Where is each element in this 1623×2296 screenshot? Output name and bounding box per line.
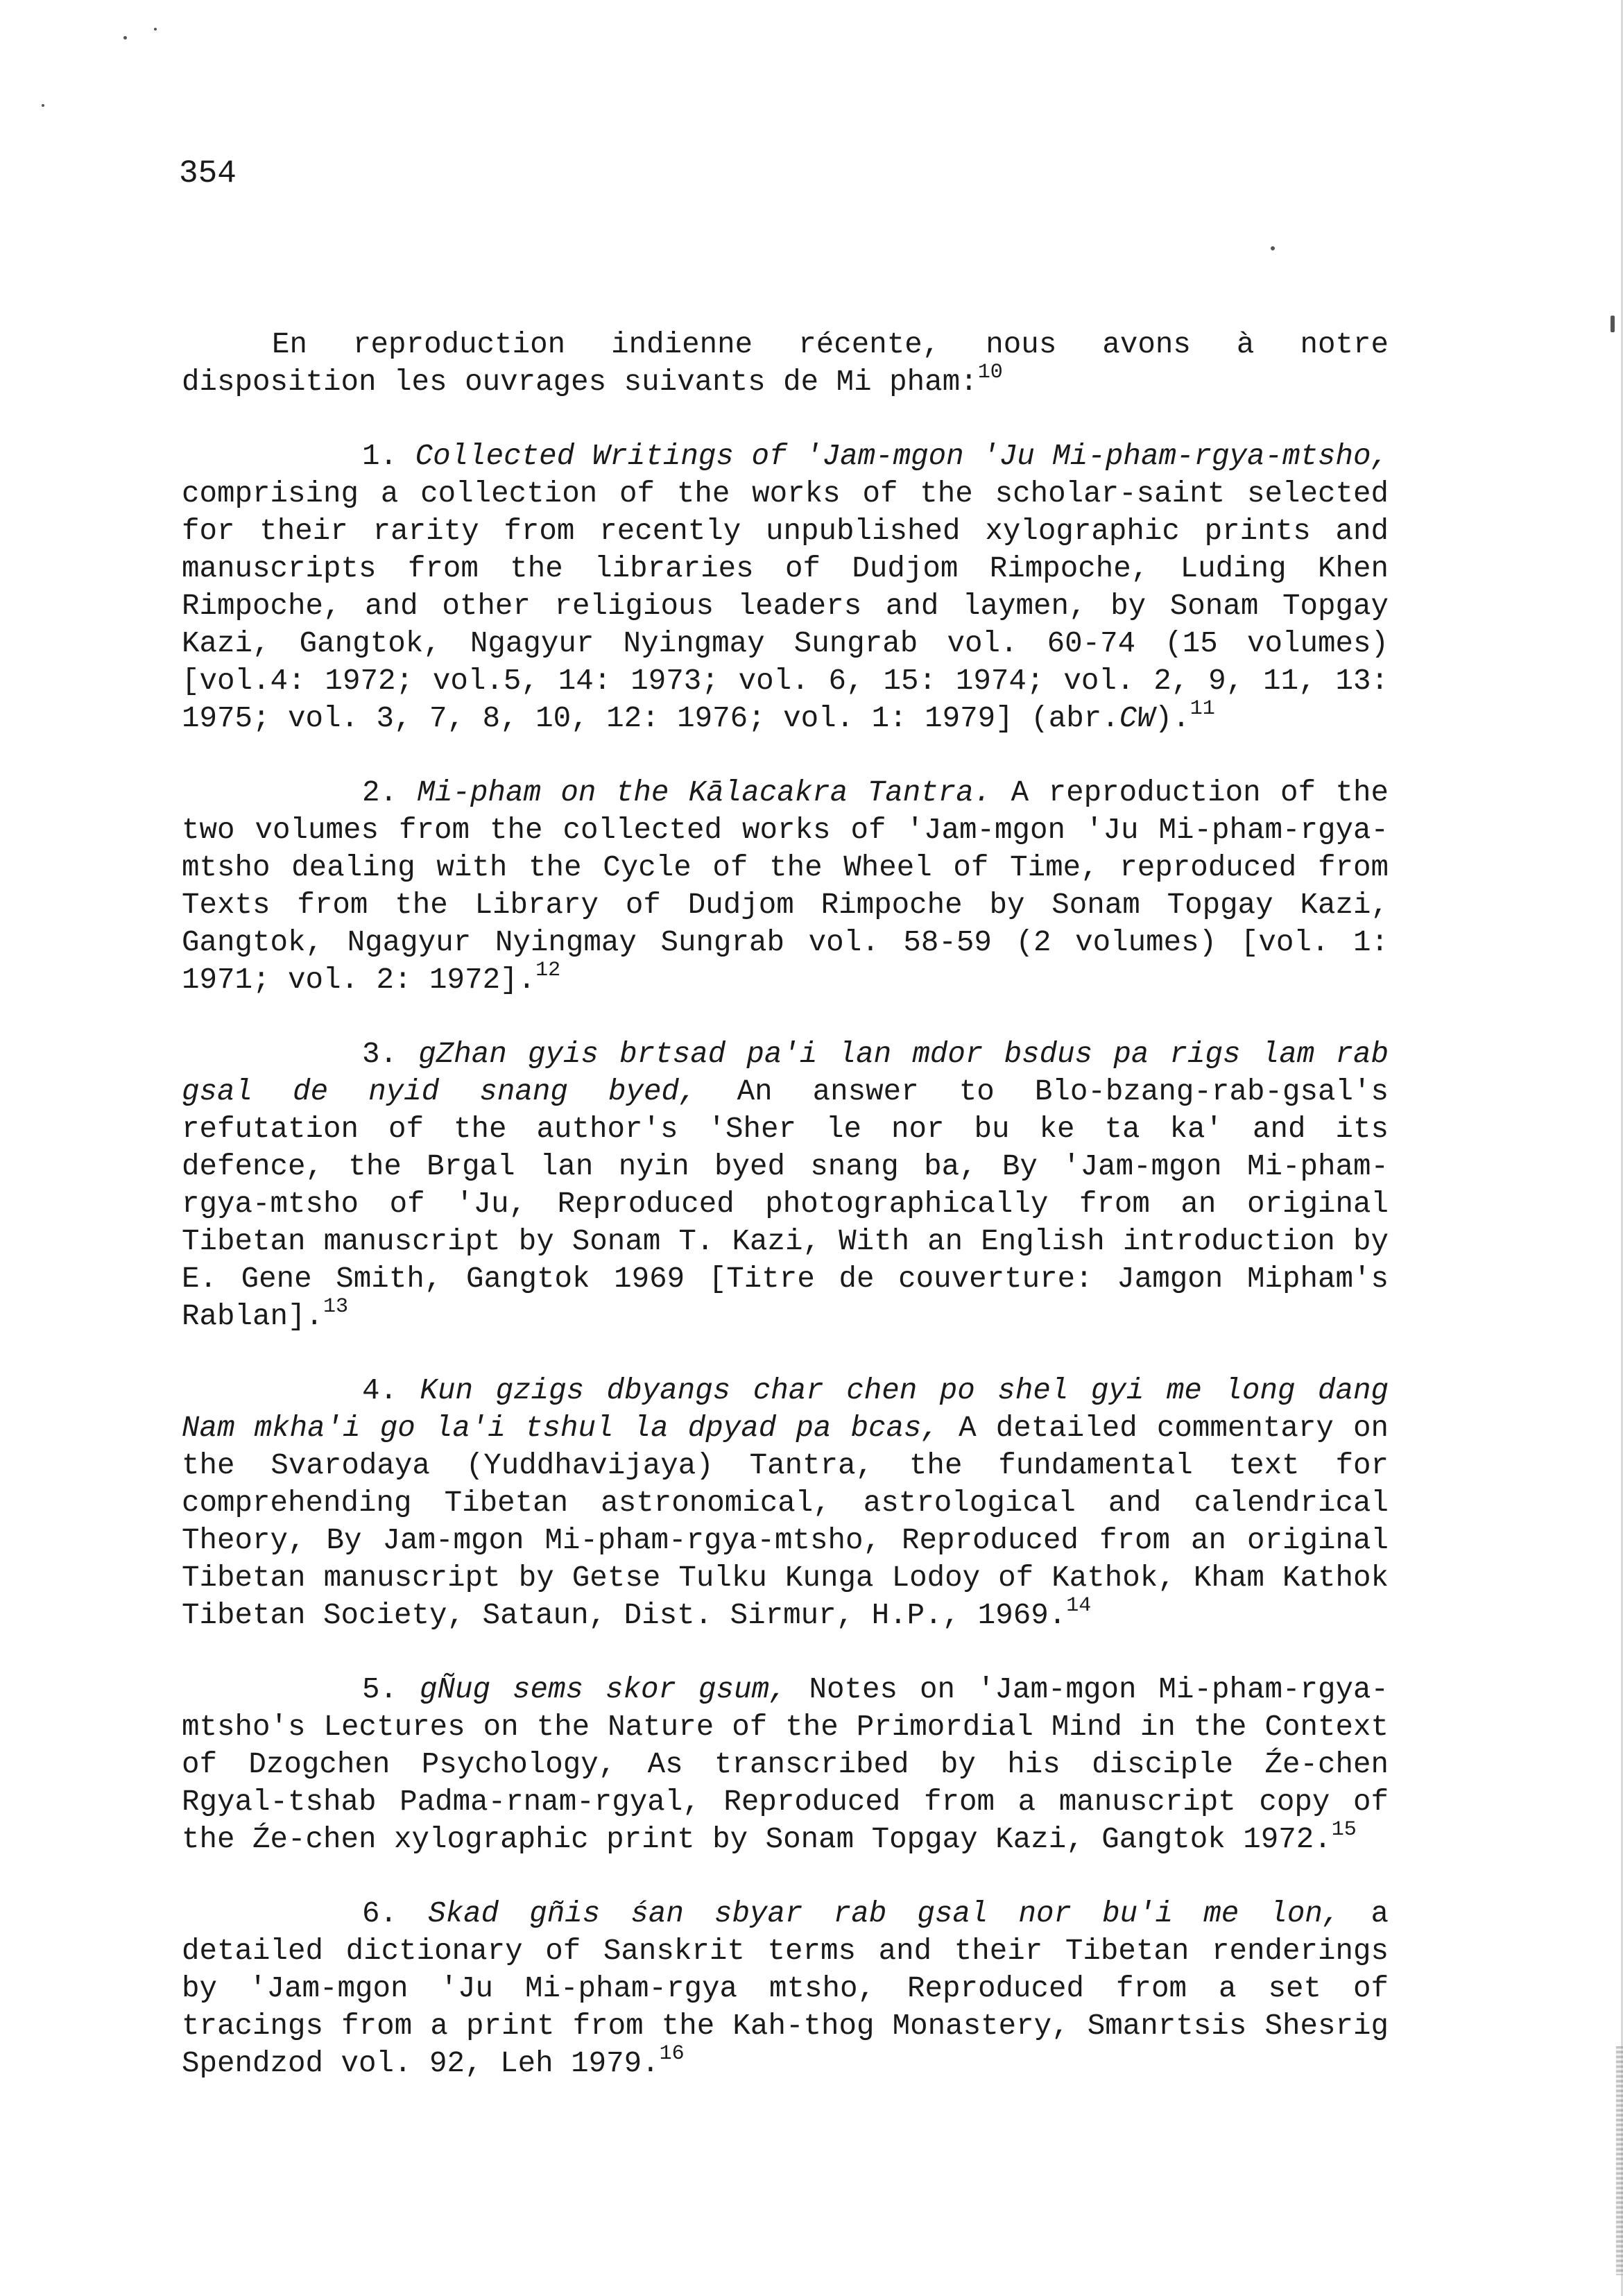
- entry-number: 2.: [362, 776, 398, 809]
- entry-description: A reproduction of the two volumes from the collected works of 'Jam-mgon 'Ju Mi-pham-rgya-mtsho dealing with the Cycle of the Wheel of Time, reproduced from Texts from the Library of Dudjom Rimpoche by Sonam Topgay Kazi, Gangtok, Ngagyur Nyingmay Sungrab vol. 58-59 (2 volumes) [vol. 1: 1971; vol. 2: 1972].: [182, 776, 1389, 997]
- entry-title: Mi-pham on the Kālacakra Tantra.: [417, 776, 992, 809]
- entry-description: a detailed dictionary of Sanskrit terms and their Tibetan renderings by 'Jam-mgon 'Ju Mi-pham-rgya mtsho, Reproduced from a set of tracings from a print from the Kah-thog Monastery, Smanrtsis Shesrig Spendzod vol. 92, Leh 1979.: [182, 1897, 1389, 2080]
- entry-description: comprising a collection of the works of the scholar-saint selected for their rarity from recently unpublished xylographic prints and manuscripts from the libraries of Dudjom Rimpoche, Luding Khen Rimpoche, and other religious leaders and laymen, by Sonam Topgay Kazi, Gangtok, Ngagyur Nyingmay Sungrab vol. 60-74 (15 volumes) [vol.4: 1972; vol.5, 14: 1973; vol. 6, 15: 1974; vol. 2, 9, 11, 13: 1975; vol. 3, 7, 8, 10, 12: 1976; vol. 1: 1979] (abr.: [182, 477, 1389, 735]
- document-body: [182, 326, 1389, 2119]
- bibliography-entry-1: [182, 438, 1389, 737]
- bibliography-entry-4: [182, 1372, 1389, 1634]
- footnote-ref: 12: [535, 959, 561, 982]
- intro-paragraph: [182, 326, 1389, 401]
- bibliography-entry-2: [182, 774, 1389, 999]
- scan-edge-noise: [1616, 2046, 1623, 2275]
- entry-description: An answer to Blo-bzang-rab-gsal's refutation of the author's 'Sher le nor bu ke ta ka' and its defence, the Brgal lan nyin byed snang ba, By 'Jam-mgon Mi-pham-rgya-mtsho of 'Ju, Reproduced photographically from an original Tibetan manuscript by Sonam T. Kazi, With an English introduction by E. Gene Smith, Gangtok 1969 [Titre de couverture: Jamgon Mipham's Rablan].: [182, 1075, 1389, 1333]
- bibliography-entry-5: [182, 1671, 1389, 1858]
- footnote-ref: 14: [1066, 1594, 1092, 1618]
- entry-number: 4.: [362, 1374, 398, 1407]
- bibliography-entry-6: [182, 1895, 1389, 2082]
- footnote-ref: 13: [323, 1295, 349, 1319]
- entry-number: 6.: [362, 1897, 398, 1930]
- bibliography-entry-3: [182, 1036, 1389, 1335]
- entry-description-tail: ).: [1154, 702, 1190, 735]
- scan-speck: [154, 28, 157, 31]
- entry-title: gÑug sems skor gsum,: [420, 1673, 787, 1706]
- entry-description: A detailed commentary on the Svarodaya (Yuddhavijaya) Tantra, the fundamental text for comprehending Tibetan astronomical, astrological and calendrical Theory, By Jam-mgon Mi-pham-rgya-mtsho, Reproduced from an original Tibetan manuscript by Getse Tulku Kunga Lodoy of Kathok, Kham Kathok Tibetan Society, Sataun, Dist. Sirmur, H.P., 1969.: [182, 1412, 1389, 1632]
- footnote-ref: 16: [659, 2042, 685, 2066]
- intro-text: En reproduction indienne récente, nous avons à notre disposition les ouvrages suivants de Mi pham:: [182, 328, 1389, 399]
- footnote-ref: 10: [977, 361, 1003, 384]
- entry-number: 3.: [362, 1038, 398, 1071]
- entry-title: Skad gñis śan sbyar rab gsal nor bu'i me lon,: [428, 1897, 1341, 1930]
- scan-speck: [1271, 246, 1275, 250]
- scan-speck: [123, 36, 127, 40]
- scan-speck: [42, 104, 44, 107]
- page-number: 354: [179, 155, 237, 191]
- footnote-ref: 15: [1331, 1818, 1357, 1842]
- footnote-ref: 11: [1190, 697, 1215, 721]
- entry-number: 1.: [362, 440, 398, 473]
- entry-abbreviation: CW: [1119, 702, 1155, 735]
- entry-title: gZhan gyis brtsad pa'i lan mdor bsdus pa rigs lam rab gsal de nyid snang byed,: [182, 1038, 1389, 1108]
- entry-number: 5.: [362, 1673, 398, 1706]
- entry-title: Collected Writings of 'Jam-mgon 'Ju Mi-pham-rgya-mtsho,: [415, 440, 1389, 473]
- entry-title: Kun gzigs dbyangs char chen po shel gyi me long dang Nam mkha'i go la'i tshul la dpyad pa bcas,: [182, 1374, 1389, 1445]
- entry-description: Notes on 'Jam-mgon Mi-pham-rgya-mtsho's Lectures on the Nature of the Primordial Mind in the Context of Dzogchen Psychology, As transcribed by his disciple Źe-chen Rgyal-tshab Padma-rnam-rgyal, Reproduced from a manuscript copy of the Źe-chen xylographic print by Sonam Topgay Kazi, Gangtok 1972.: [182, 1673, 1389, 1856]
- scan-speck: [1611, 316, 1615, 332]
